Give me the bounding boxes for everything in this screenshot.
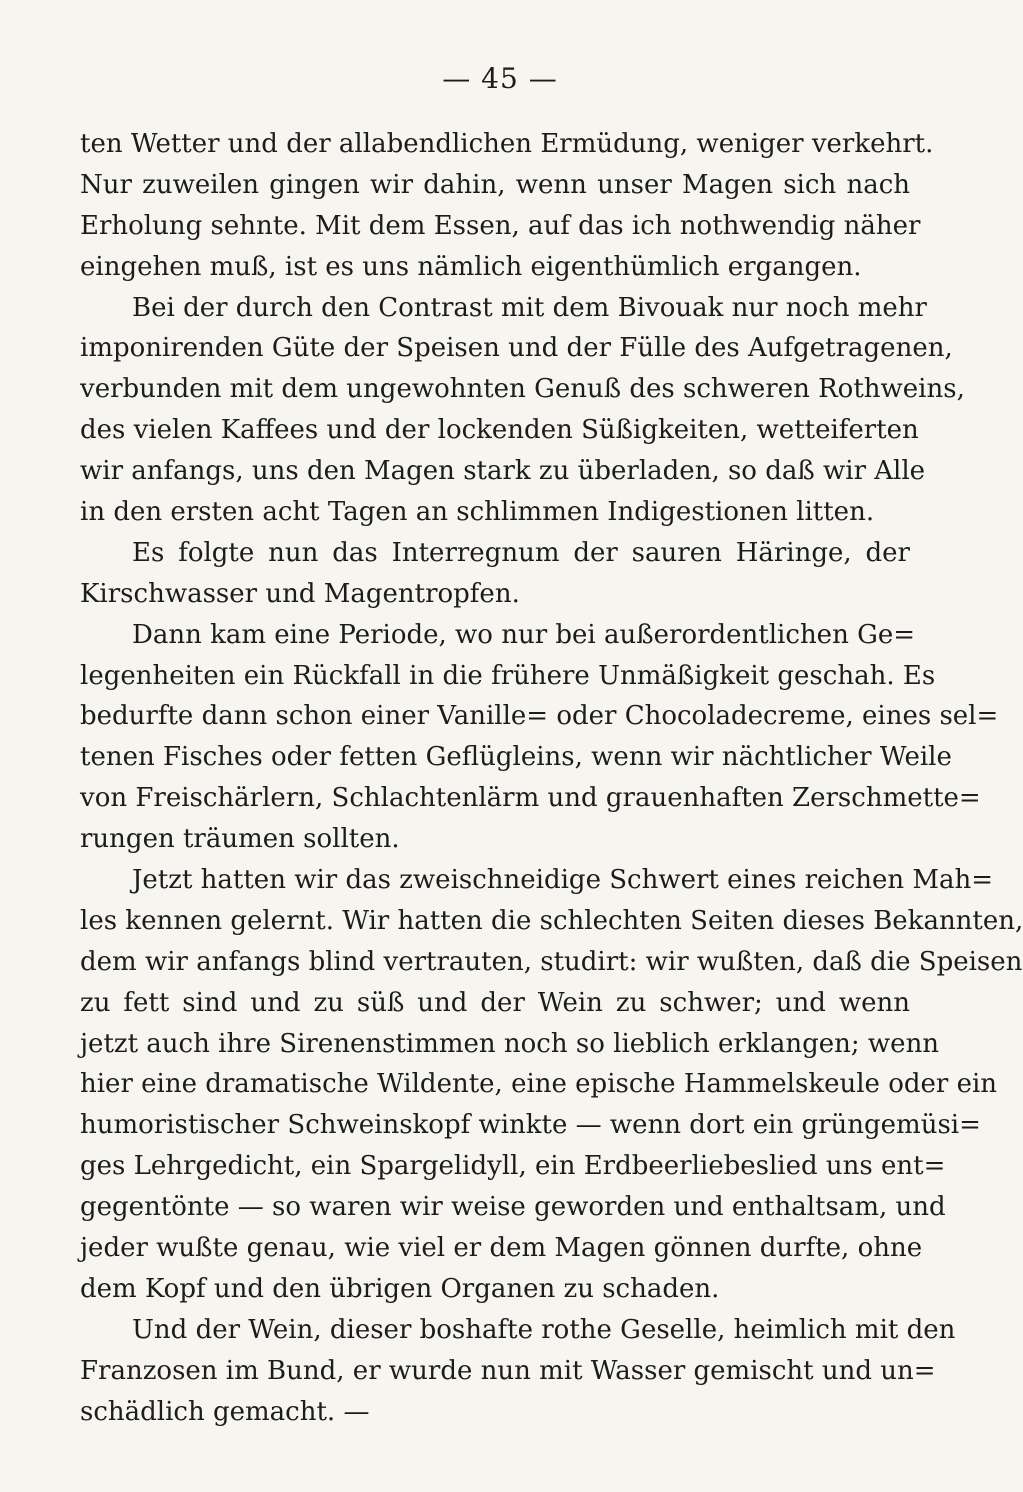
page-number: — 45 — (442, 62, 558, 95)
text-line: humoristischer Schweinskopf winkte — wenn dort ein grüngemüsi= (80, 1110, 981, 1141)
text-line: dem Kopf und den übrigen Organen zu schaden. (80, 1273, 720, 1304)
text-line: von Freischärlern, Schlachtenlärm und grauenhaften Zerschmette= (80, 783, 981, 814)
text-line: Erholung sehnte. Mit dem Essen, auf das ich nothwendig näher (80, 210, 921, 241)
text-line: zu fett sind und zu süß und der Wein zu schwer; und wenn (80, 987, 910, 1018)
text-line: imponirenden Güte der Speisen und der Fülle des Aufgetragenen, (80, 333, 953, 364)
text-line: Nur zuweilen gingen wir dahin, wenn unser Magen sich nach (80, 169, 910, 200)
text-line: Franzosen im Bund, er wurde nun mit Wasser gemischt und un= (80, 1355, 936, 1386)
text-line: les kennen gelernt. Wir hatten die schlechten Seiten dieses Bekannten, (80, 905, 1023, 936)
text-line: bedurfte dann schon einer Vanille= oder Chocoladecreme, eines sel= (80, 701, 999, 732)
text-line: Es folgte nun das Interregnum der sauren Häringe, der (132, 537, 910, 568)
text-line: Und der Wein, dieser boshafte rothe Geselle, heimlich mit den (132, 1314, 956, 1345)
text-line: hier eine dramatische Wildente, eine epische Hammelskeule oder ein (80, 1069, 998, 1100)
text-line: in den ersten acht Tagen an schlimmen Indigestionen litten. (80, 497, 875, 528)
text-line: schädlich gemacht. — (80, 1396, 370, 1427)
text-line: Jetzt hatten wir das zweischneidige Schwert eines reichen Mah= (132, 865, 994, 896)
text-line: Kirschwasser und Magentropfen. (80, 578, 520, 609)
text-line: legenheiten ein Rückfall in die frühere Unmäßigkeit geschah. Es (80, 660, 936, 691)
text-line: jeder wußte genau, wie viel er dem Magen gönnen durfte, ohne (80, 1233, 923, 1264)
text-line: Dann kam eine Periode, wo nur bei außerordentlichen Ge= (132, 619, 916, 650)
text-line: dem wir anfangs blind vertrauten, studirt: wir wußten, daß die Speisen (80, 946, 1023, 977)
text-line: des vielen Kaffees und der lockenden Süßigkeiten, wetteiferten (80, 415, 919, 446)
text-line: Bei der durch den Contrast mit dem Bivouak nur noch mehr (132, 292, 927, 323)
text-line: ges Lehrgedicht, ein Spargelidyll, ein Erdbeerliebeslied uns ent= (80, 1151, 946, 1182)
text-line: verbunden mit dem ungewohnten Genuß des schweren Rothweins, (80, 374, 965, 405)
text-line: rungen träumen sollten. (80, 824, 400, 855)
text-line: jetzt auch ihre Sirenenstimmen noch so lieblich erklangen; wenn (80, 1028, 940, 1059)
text-line: eingehen muß, ist es uns nämlich eigenthümlich ergangen. (80, 251, 862, 282)
text-line: wir anfangs, uns den Magen stark zu überladen, so daß wir Alle (80, 456, 926, 487)
text-line: tenen Fisches oder fetten Geflügleins, wenn wir nächtlicher Weile (80, 742, 952, 773)
text-line: gegentönte — so waren wir weise geworden und enthaltsam, und (80, 1192, 946, 1223)
body-text (80, 124, 1023, 1433)
text-line: ten Wetter und der allabendlichen Ermüdung, weniger verkehrt. (80, 129, 934, 159)
